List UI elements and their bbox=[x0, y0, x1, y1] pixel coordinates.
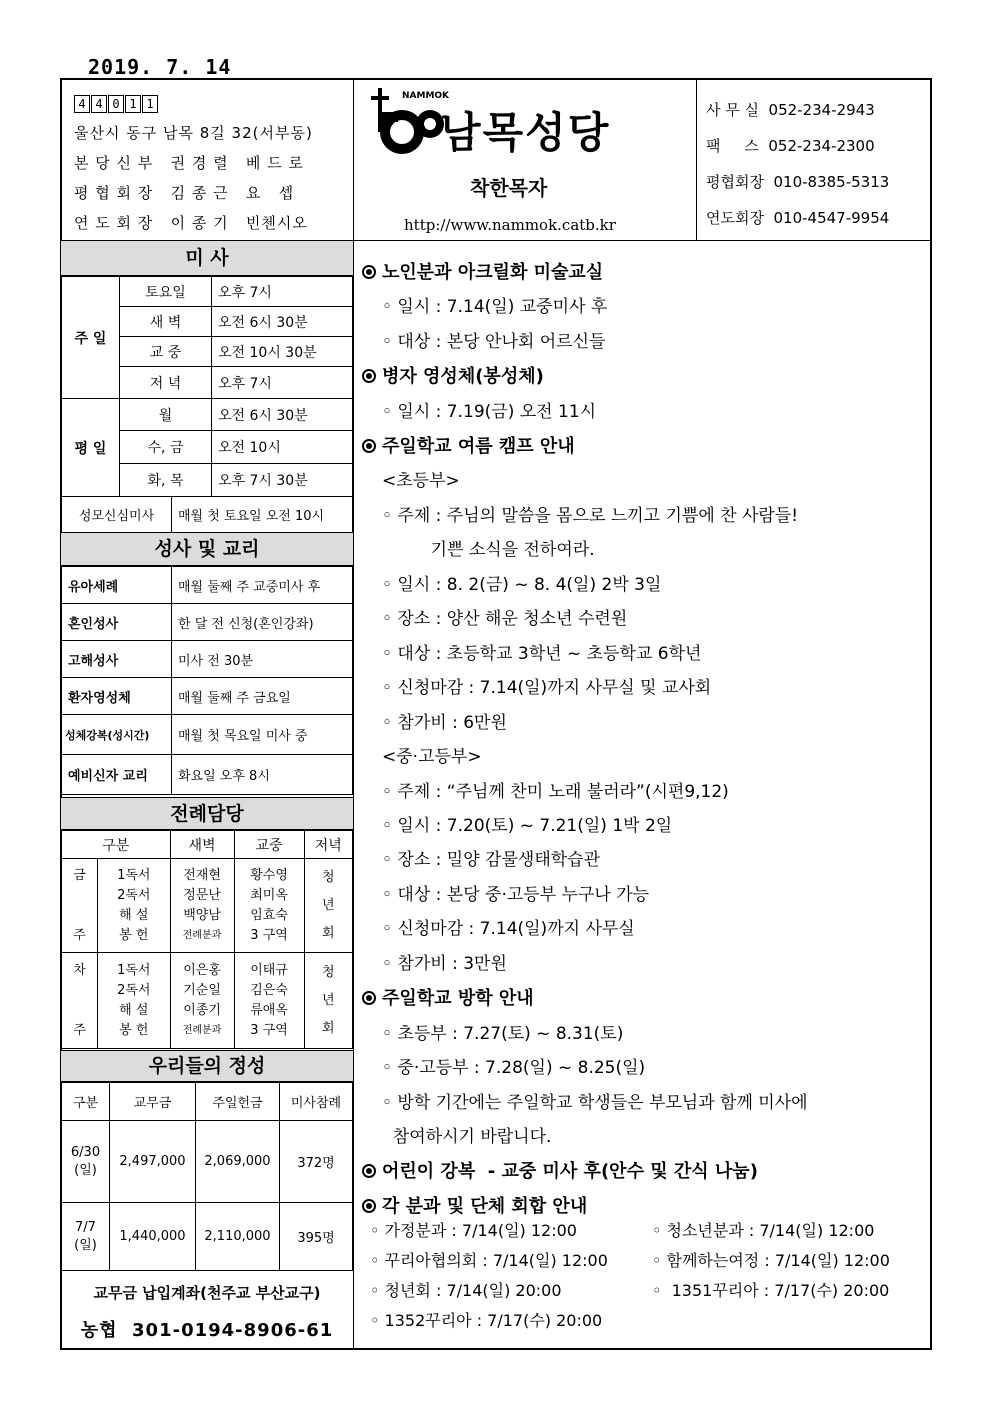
logo-small-text: NAMMOK bbox=[402, 91, 450, 101]
notice-item: ◦ 중·고등부 : 7.28(일) ~ 8.25(일) bbox=[382, 1058, 646, 1078]
week-label-next: 차 주 bbox=[62, 953, 98, 1049]
meeting-item: ◦ 청년회 : 7/14(일) 20:00 bbox=[370, 1281, 562, 1300]
bullet-circle-icon bbox=[362, 369, 376, 383]
mass-table: 주 일 토요일 오후 7시 새 벽 오전 6시 30분 교 중 오전 10시 30분 저 녁 오후 7시 평 일 월 오전 6시 30분 수, 금 오전 10시 화, 목 오후 7시 30분 bbox=[61, 276, 353, 497]
notice-item: ◦ 장소 : 밀양 감물생태학습관 bbox=[382, 850, 601, 870]
header-divider bbox=[696, 79, 697, 240]
account-number: 농협 301-0194-8906-61 bbox=[80, 1320, 334, 1341]
notice-heading: 노인분과 아크릴화 미술교실 bbox=[362, 258, 603, 284]
offering-title: 우리들의 정성 bbox=[61, 1050, 353, 1082]
notice-heading: 병자 영성체(봉성체) bbox=[362, 362, 544, 388]
notice-item: ◦ 대상 : 본당 중·고등부 누구나 가능 bbox=[382, 885, 650, 905]
notice-heading: 주일학교 여름 캠프 안내 bbox=[362, 432, 575, 458]
parish-info bbox=[74, 88, 313, 238]
bulletin-subtitle: 착한목자 bbox=[470, 176, 548, 200]
notice-item: ◦ 신청마감 : 7.14(일)까지 사무실 및 교사회 bbox=[382, 678, 712, 698]
liturgy-table: 구분 새벽 교중 저녁 금 주 1독서 2독서 해 설 봉 헌 전재현 정문난 백양남 전례분과 황수영 최미옥 임효숙 3 구역 청 년 회 차 주 1독서 2독서 해 설 봉 헌 이은홍 기순일 이종기 전례분과 이태규 김은숙 류애옥 3 구역 청 년 회 bbox=[61, 830, 353, 1049]
contact-office: 사 무 실 052-234-2943 bbox=[706, 101, 875, 119]
liturgy-title: 전례담당 bbox=[61, 797, 353, 830]
address: 울산시 동구 남목 8길 32(서부동) bbox=[74, 124, 313, 142]
meeting-item: ◦ 1352꾸리아 : 7/17(수) 20:00 bbox=[370, 1311, 603, 1330]
meeting-item: ◦ 청소년분과 : 7/14(일) 12:00 bbox=[652, 1221, 875, 1240]
notice-subheading: <초등부> bbox=[382, 471, 460, 491]
notice-item: ◦ 일시 : 7.20(토) ~ 7.21(일) 1박 2일 bbox=[382, 816, 673, 836]
notice-item: ◦ 초등부 : 7.27(토) ~ 8.31(토) bbox=[382, 1024, 624, 1044]
notice-item: ◦ 참가비 : 6만원 bbox=[382, 713, 507, 733]
parish-name: 남목성당 bbox=[440, 108, 611, 157]
weekday-label: 평 일 bbox=[62, 399, 120, 497]
bullet-circle-icon bbox=[362, 1164, 376, 1178]
table-row: 6/30 (일) 2,497,000 2,069,000 372명 bbox=[62, 1121, 353, 1203]
sacraments-table: 유아세례 매월 둘째 주 교중미사 후 혼인성사 한 달 전 신청(혼인강좌) 고해성사 미사 전 30분 환자영성체 매월 둘째 주 금요일 성체강복(성시간) 매월 첫 목요일 미사 중 예비신자 교리 화요일 오후 8시 bbox=[61, 566, 353, 795]
notice-item: ◦ 대상 : 본당 안나회 어르신들 bbox=[382, 332, 606, 352]
special-mass-table: 성모신심미사 매월 첫 토요일 오전 10시 bbox=[61, 496, 353, 533]
contact-fax: 팩 스 052-234-2300 bbox=[706, 137, 875, 155]
bullet-circle-icon bbox=[362, 265, 376, 279]
notice-item: ◦ 대상 : 초등학교 3학년 ~ 초등학교 6학년 bbox=[382, 644, 702, 664]
notice-heading: 각 분과 및 단체 회합 안내 bbox=[362, 1192, 587, 1218]
parish-url[interactable]: http://www.nammok.catb.kr bbox=[404, 216, 616, 234]
sunday-label: 주 일 bbox=[62, 277, 120, 399]
bullet-circle-icon bbox=[362, 991, 376, 1005]
week-label-current: 금 주 bbox=[62, 859, 98, 953]
staff-pastor: 본 당 신 부 권 경 렬 베 드 로 bbox=[74, 154, 304, 172]
mass-title: 미 사 bbox=[61, 241, 353, 276]
notice-heading: 어린이 강복 - 교중 미사 후(안수 및 간식 나눔) bbox=[362, 1157, 758, 1183]
notice-item: ◦ 일시 : 7.19(금) 오전 11시 bbox=[382, 402, 597, 422]
notice-item: 기쁜 소식을 전하여라. bbox=[382, 540, 595, 560]
notice-item: ◦ 신청마감 : 7.14(일)까지 사무실 bbox=[382, 919, 635, 939]
bullet-circle-icon bbox=[362, 1199, 376, 1213]
meeting-item: ◦ 1351꾸리아 : 7/17(수) 20:00 bbox=[652, 1281, 890, 1300]
staff-yeondo: 연 도 회 장 이 종 기 빈첸시오 bbox=[74, 214, 308, 232]
account-title: 교무금 납입계좌(천주교 부산교구) bbox=[93, 1284, 321, 1302]
notice-item: ◦ 참가비 : 3만원 bbox=[382, 954, 507, 974]
contact-council: 평협회장 010-8385-5313 bbox=[706, 173, 890, 191]
contacts bbox=[706, 92, 889, 236]
sacraments-title: 성사 및 교리 bbox=[61, 532, 353, 566]
meeting-item: ◦ 꾸리아협의회 : 7/14(일) 12:00 bbox=[370, 1251, 608, 1270]
bullet-circle-icon bbox=[362, 439, 376, 453]
bulletin-date: 2019. 7. 14 bbox=[88, 55, 232, 79]
notice-item: ◦ 주제 : 주님의 말씀을 몸으로 느끼고 기쁨에 찬 사람들! bbox=[382, 506, 799, 526]
offering-table: 구분 교무금 주일헌금 미사참례 6/30 (일) 2,497,000 2,069,000 372명 7/7 (일) 1,440,000 2,110,000 395명 bbox=[61, 1082, 353, 1271]
meeting-item: ◦ 함께하는여정 : 7/14(일) 12:00 bbox=[652, 1251, 890, 1270]
notice-item: ◦ 일시 : 7.14(일) 교중미사 후 bbox=[382, 297, 608, 317]
notice-item: ◦ 주제 : “주님께 찬미 노래 불러라”(시편9,12) bbox=[382, 782, 729, 802]
notice-heading: 주일학교 방학 안내 bbox=[362, 984, 534, 1010]
table-row: 7/7 (일) 1,440,000 2,110,000 395명 bbox=[62, 1203, 353, 1271]
postal-code: 4 4 0 1 1 bbox=[74, 95, 158, 113]
contact-yeondo: 연도회장 010-4547-9954 bbox=[706, 209, 890, 227]
notice-item: ◦ 방학 기간에는 주일학교 학생들은 부모님과 함께 미사에 bbox=[382, 1093, 808, 1113]
column-divider bbox=[353, 79, 354, 1349]
staff-council: 평 협 회 장 김 종 근 요 셉 bbox=[74, 184, 295, 202]
notice-subheading: <중·고등부> bbox=[382, 747, 482, 767]
notice-item: ◦ 일시 : 8. 2(금) ~ 8. 4(일) 2박 3일 bbox=[382, 575, 662, 595]
meeting-item: ◦ 가정분과 : 7/14(일) 12:00 bbox=[370, 1221, 577, 1240]
notice-item: ◦ 장소 : 양산 해운 청소년 수련원 bbox=[382, 609, 628, 629]
notice-item: 참여하시기 바랍니다. bbox=[382, 1127, 552, 1147]
